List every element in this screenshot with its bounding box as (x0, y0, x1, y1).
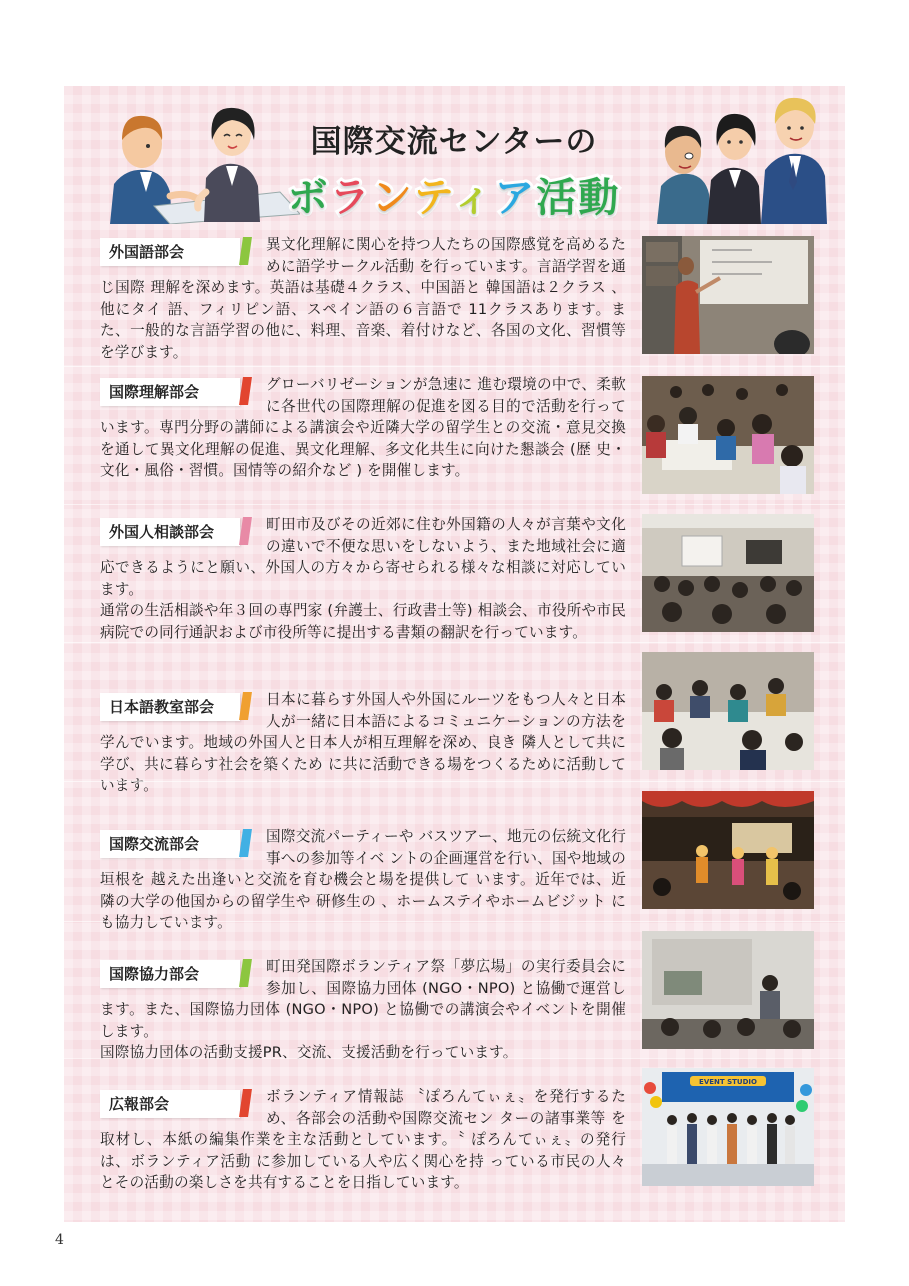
header-title: 国際交流センターの (310, 124, 598, 160)
section-label: 国際理解部会 (100, 378, 240, 406)
title-char: ボ (287, 175, 330, 221)
section-text (100, 826, 626, 934)
section-paragraph: 異文化理解に関心を持つ人たちの国際感覚を高めるために語学サークル活動 を行っています。言語学習を通じ国際 理解を深めます。英語は基礎４クラス、中国語と 韓国語は２クラス 、他にタイ 語、フィリピン語、スペイン語の６言語で 11クラスあります。また、一般的な言語学習の他に、料理、音楽、着付けなど、各国の文化、習慣等を学びます。 (100, 236, 626, 361)
section-photo (642, 236, 814, 354)
section-paragraph: 国際協力団体の活動支援PR、交流、支援活動を行っています。 (100, 1044, 518, 1061)
section-paragraph: 町田市及びその近郊に住む外国籍の人々が言葉や文化の違いで不便な思いをしないよう、また地域社会に適応できるようにと願い、外国人の方々から寄せられる様々な相談に対応しています。 (100, 516, 626, 598)
section-paragraph: ボランティア情報誌 〝ぽろんてぃぇ〟を発行するため、各部会の活動や国際交流セン ターの諸事業等 を取材し、本紙の編集作業を主な活動としています。〝 ぽろんてぃぇ〟の発行は、ボランティア活動 に参加している人や広く関心を持 っている市民の人々とその活動の楽しさを共有することを日指しています。 (100, 1088, 626, 1191)
section-text (100, 514, 626, 643)
section-text (100, 1086, 626, 1194)
label-spacer (100, 374, 266, 414)
title-char: ア (494, 175, 537, 221)
section-label: 国際協力部会 (100, 960, 240, 988)
title-char: テ (413, 175, 453, 221)
section-divider (64, 366, 845, 367)
section-photo (642, 1068, 814, 1186)
section-label: 外国語部会 (100, 238, 240, 266)
section-paragraph: 国際交流パーティーや バスツアー、地元の伝統文化行事への参加等イベ ントの企画運営を行い、国や地域の垣根を 越えた出逢いと交流を育む機会と場を提供して います。近年では、近隣の大学の他国からの留学生や 研修生の 、ホームステイやホームビジット にも協力しています。 (100, 828, 626, 931)
section-divider (64, 921, 845, 922)
label-spacer (100, 1086, 266, 1126)
header (64, 86, 845, 236)
label-spacer (100, 234, 266, 274)
title-char: ィ (452, 175, 495, 221)
title-char: ラ (329, 175, 372, 221)
title-char: 動 (578, 175, 621, 221)
section-label: 日本語教室部会 (100, 693, 240, 721)
three-people-illustration (649, 90, 829, 224)
title-char: 活 (536, 175, 579, 221)
section-text (100, 956, 626, 1064)
label-spacer (100, 514, 266, 554)
header-subtitle (269, 166, 639, 223)
section-divider (64, 642, 845, 643)
section-photo (642, 652, 814, 770)
photo-banner-text: EVENT STUDIO (699, 1078, 757, 1086)
section-label: 広報部会 (100, 1090, 240, 1118)
section-paragraph: 日本に暮らす外国人や外国にルーツをもつ人々と日本人が一緒に日本語によるコミュニケーションの方法を学んでいます。地域の外国人と日本人が相互理解を深め、良き 隣人として共に学び、共に暮らす社会を築くため に共に活動できる場をつくるために活動しています。 (100, 691, 626, 794)
section-text (100, 234, 626, 363)
section-photo (642, 791, 814, 909)
section-label: 国際交流部会 (100, 830, 240, 858)
section-paragraph: 町田発国際ボランティア祭「夢広場」の実行委員会に参加し、国際協力団体 (NGO・NPO) と協働で運営します。また、国際協力団体 (NGO・NPO) と協働での講演会やイベントを開催します。 (100, 958, 626, 1040)
section-paragraph: 通常の生活相談や年３回の専門家 (弁護士、行政書士等) 相談会、市役所や市民病院での同行通訳および市役所等に提出する書類の翻訳を行っています。 (100, 602, 626, 641)
section-divider (64, 781, 845, 782)
section-paragraph: グローバリゼーションが急速に 進む環境の中で、柔軟に各世代の国際理解の促進を図る目的で活動を行っています。専門分野の講師による講演会や近隣大学の留学生との交流・意見交換を通して異文化理解の促進、異文化理解、多文化共生に向けた懇談会 (歴 史・文化・風俗・習慣。国情等の紹介など ) を開催します。 (100, 376, 626, 479)
section-photo (642, 514, 814, 632)
label-spacer (100, 826, 266, 866)
section-photo (642, 376, 814, 494)
page-number: 4 (55, 1232, 64, 1248)
label-spacer (100, 689, 266, 729)
content-panel (64, 86, 845, 1222)
section-label: 外国人相談部会 (100, 518, 240, 546)
section-photo (642, 931, 814, 1049)
section-divider (64, 504, 845, 505)
label-spacer (100, 956, 266, 996)
title-char: ン (371, 175, 414, 221)
section-divider (64, 1058, 845, 1059)
section-text (100, 374, 626, 482)
